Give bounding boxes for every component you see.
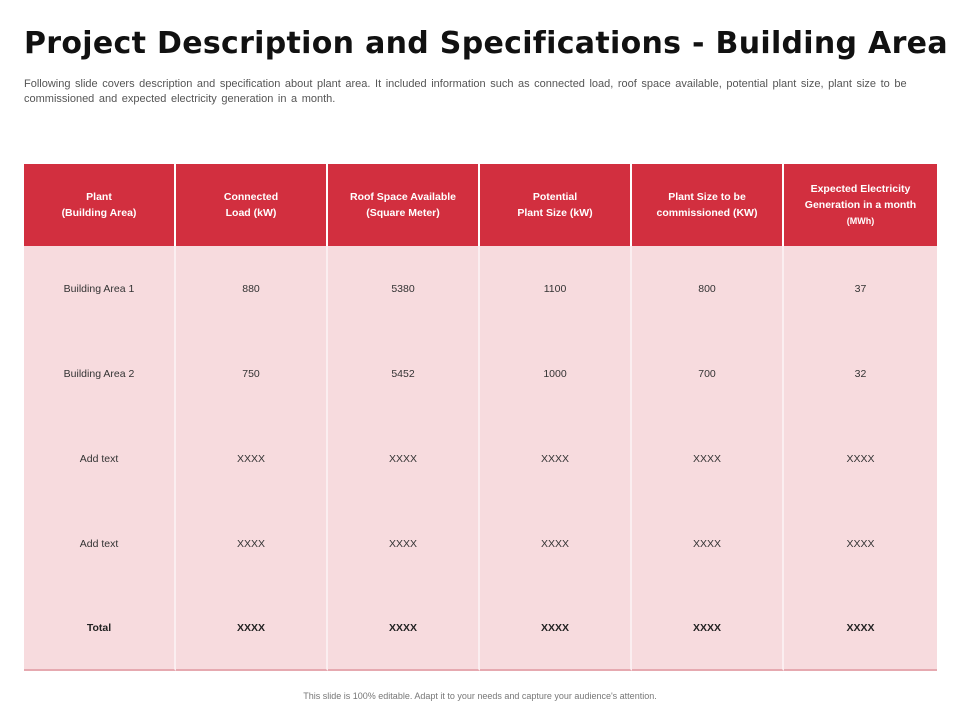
- table-cell: 1100: [480, 246, 632, 331]
- table-cell: 700: [632, 331, 784, 416]
- table-cell: 37: [784, 246, 937, 331]
- table-cell: Building Area 1: [24, 246, 176, 331]
- table-cell: 800: [632, 246, 784, 331]
- header-line: Plant Size (kW): [517, 207, 593, 219]
- table-cell: XXXX: [328, 501, 480, 586]
- table-row: [24, 501, 937, 586]
- table-cell: 750: [176, 331, 328, 416]
- header-unit: (MWh): [846, 216, 875, 226]
- table-cell: XXXX: [632, 501, 784, 586]
- table-cell: Building Area 2: [24, 331, 176, 416]
- table-row: [24, 416, 937, 501]
- table-cell: XXXX: [328, 416, 480, 501]
- header-line: Generation in a month: [804, 199, 917, 211]
- table-cell: 5380: [328, 246, 480, 331]
- table-cell: Add text: [24, 416, 176, 501]
- header-line: commissioned (KW): [656, 207, 758, 219]
- table-cell: XXXX: [176, 501, 328, 586]
- table-row: [24, 246, 937, 331]
- table-cell: 5452: [328, 331, 480, 416]
- table-total-row: [24, 586, 937, 671]
- table-cell: Add text: [24, 501, 176, 586]
- table-cell: XXXX: [480, 586, 632, 671]
- footer-note: This slide is 100% editable. Adapt it to your needs and capture your audience's attention.: [303, 691, 657, 701]
- header-connected-load: [176, 164, 328, 246]
- table-cell: XXXX: [328, 586, 480, 671]
- table-cell: 1000: [480, 331, 632, 416]
- table-row: [24, 331, 937, 416]
- header-line: Load (kW): [225, 207, 277, 219]
- slide-description: Following slide covers description and specification about plant area. It included information such as connected load, roof space available, potential plant size, plant size to be commissioned and expected electricity generation in a month.: [24, 78, 907, 105]
- header-plant-size-commissioned: [632, 164, 784, 246]
- header-line: (Building Area): [61, 207, 137, 219]
- table-cell: XXXX: [480, 501, 632, 586]
- table-header-row: [24, 164, 937, 246]
- table-cell: XXXX: [176, 416, 328, 501]
- header-roof-space: [328, 164, 480, 246]
- table-cell: XXXX: [176, 586, 328, 671]
- header-potential-plant-size: [480, 164, 632, 246]
- table-cell: XXXX: [480, 416, 632, 501]
- header-line: Roof Space Available: [349, 191, 456, 203]
- header-line: Plant: [86, 191, 112, 203]
- header-line: Potential: [532, 191, 578, 203]
- table-cell: Total: [24, 586, 176, 671]
- table-cell: 880: [176, 246, 328, 331]
- header-line: Expected Electricity: [810, 183, 911, 195]
- table-cell: XXXX: [632, 416, 784, 501]
- header-plant: [24, 164, 176, 246]
- table-cell: XXXX: [632, 586, 784, 671]
- page-title: Project Description and Specifications - Building Area: [24, 26, 948, 61]
- table-cell: XXXX: [784, 501, 937, 586]
- header-line: Connected: [223, 191, 279, 203]
- table-cell: XXXX: [784, 586, 937, 671]
- header-line: (Square Meter): [366, 207, 440, 219]
- table-cell: XXXX: [784, 416, 937, 501]
- header-expected-generation: [784, 164, 937, 246]
- header-line: Plant Size to be: [668, 191, 746, 203]
- specifications-table: [24, 164, 937, 671]
- table-cell: 32: [784, 331, 937, 416]
